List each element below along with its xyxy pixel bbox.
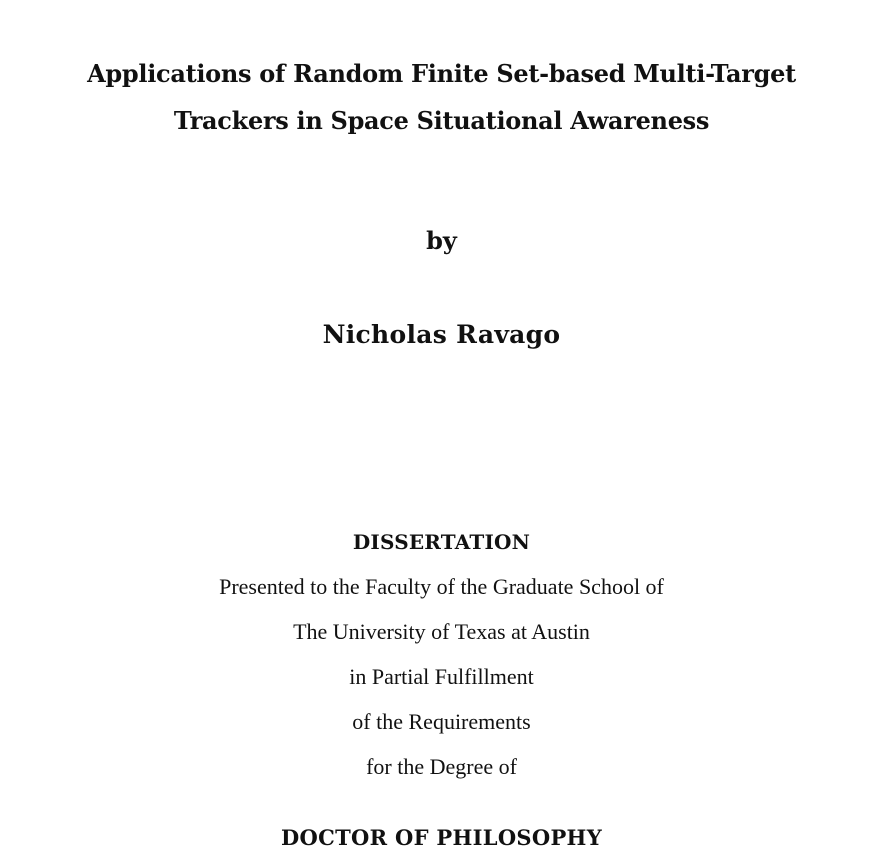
presentation-line-5: for the Degree of: [366, 754, 517, 779]
presentation-line-4: of the Requirements: [352, 709, 531, 734]
presentation-line-3: in Partial Fulfillment: [349, 664, 534, 689]
thesis-title-line-2: Trackers in Space Situational Awareness: [173, 106, 710, 135]
degree-name: DOCTOR OF PHILOSOPHY: [280, 825, 602, 850]
presentation-line-2: The University of Texas at Austin: [293, 619, 590, 644]
author-name: Nicholas Ravago: [322, 320, 561, 349]
thesis-title-line-1: Applications of Random Finite Set-based Multi-Target: [87, 59, 796, 88]
document-type: DISSERTATION: [352, 530, 531, 554]
presentation-line-1: Presented to the Faculty of the Graduate School of: [219, 574, 664, 599]
byline: by: [426, 226, 457, 255]
